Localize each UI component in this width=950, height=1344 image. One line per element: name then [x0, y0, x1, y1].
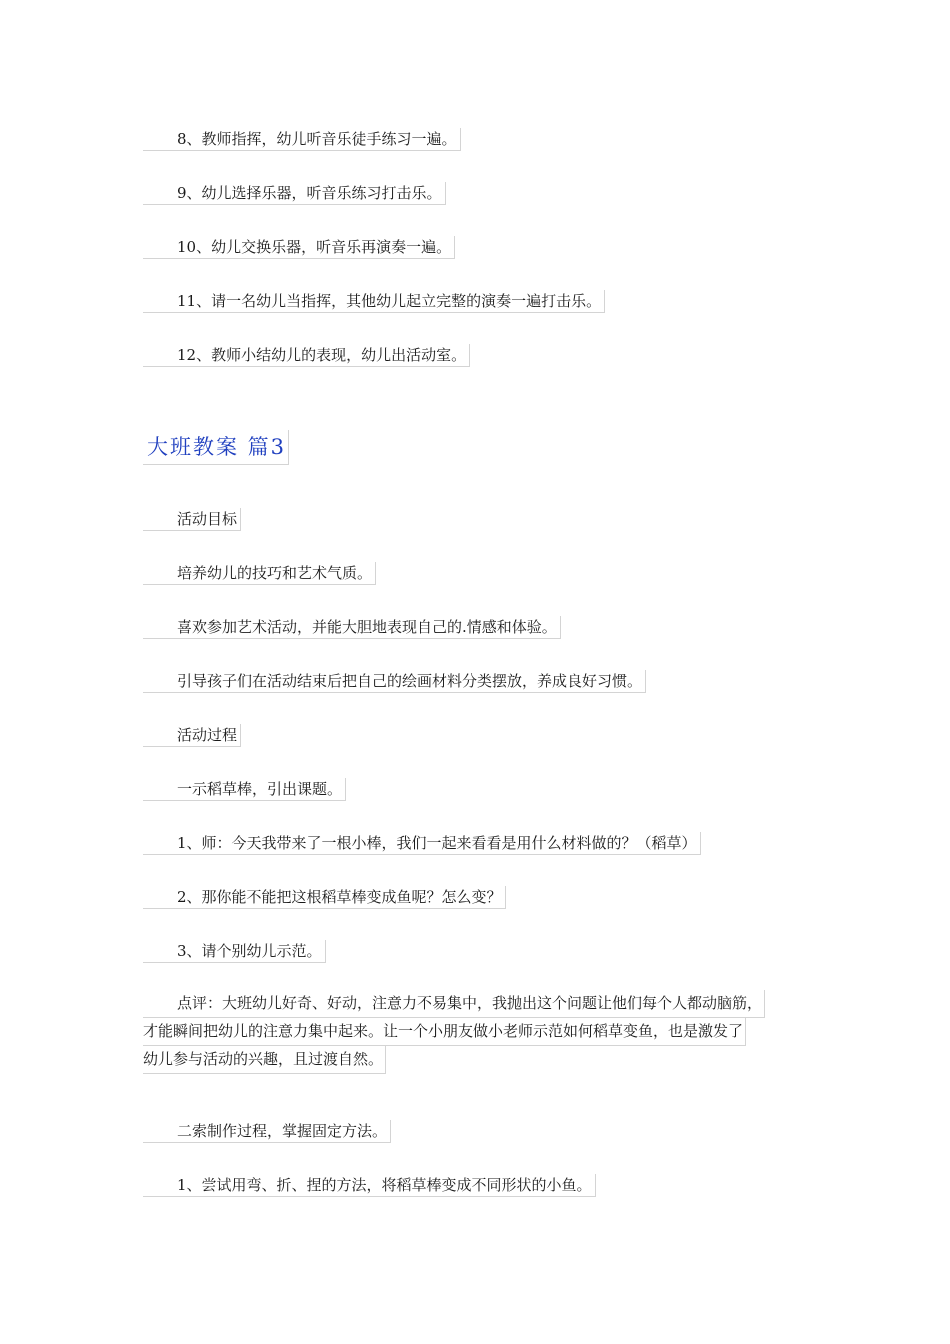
paragraph-line: 点评：大班幼儿好奇、好动，注意力不易集中，我抛出这个问题让他们每个人都动脑筋， [143, 990, 765, 1018]
text-line: 1、师：今天我带来了一根小棒，我们一起来看看是用什么材料做的？（稻草） [143, 832, 701, 855]
text-line: 8、教师指挥，幼儿听音乐徒手练习一遍。 [143, 128, 461, 151]
section-heading: 大班教案 篇3 [143, 430, 289, 465]
text-line: 一示稻草棒，引出课题。 [143, 778, 346, 801]
text-line: 10、幼儿交换乐器，听音乐再演奏一遍。 [143, 236, 455, 259]
text-line: 培养幼儿的技巧和艺术气质。 [143, 562, 376, 585]
text-line: 1、尝试用弯、折、捏的方法，将稻草棒变成不同形状的小鱼。 [143, 1174, 596, 1197]
paragraph-line: 幼儿参与活动的兴趣，且过渡自然。 [143, 1046, 386, 1074]
subheading-process: 活动过程 [143, 724, 241, 747]
text-line: 二索制作过程，掌握固定方法。 [143, 1120, 391, 1143]
text-line: 2、那你能不能把这根稻草棒变成鱼呢？怎么变？ [143, 886, 506, 909]
text-line: 3、请个别幼儿示范。 [143, 940, 326, 963]
text-line: 9、幼儿选择乐器，听音乐练习打击乐。 [143, 182, 446, 205]
text-line: 11、请一名幼儿当指挥，其他幼儿起立完整的演奏一遍打击乐。 [143, 290, 605, 313]
text-line: 引导孩子们在活动结束后把自己的绘画材料分类摆放，养成良好习惯。 [143, 670, 646, 693]
paragraph-line: 才能瞬间把幼儿的注意力集中起来。让一个小朋友做小老师示范如何稻草变鱼，也是激发了 [143, 1018, 746, 1046]
text-line: 12、教师小结幼儿的表现，幼儿出活动室。 [143, 344, 470, 367]
text-line: 喜欢参加艺术活动，并能大胆地表现自己的.情感和体验。 [143, 616, 561, 639]
subheading-goals: 活动目标 [143, 508, 241, 531]
comment-paragraph [143, 990, 807, 1074]
